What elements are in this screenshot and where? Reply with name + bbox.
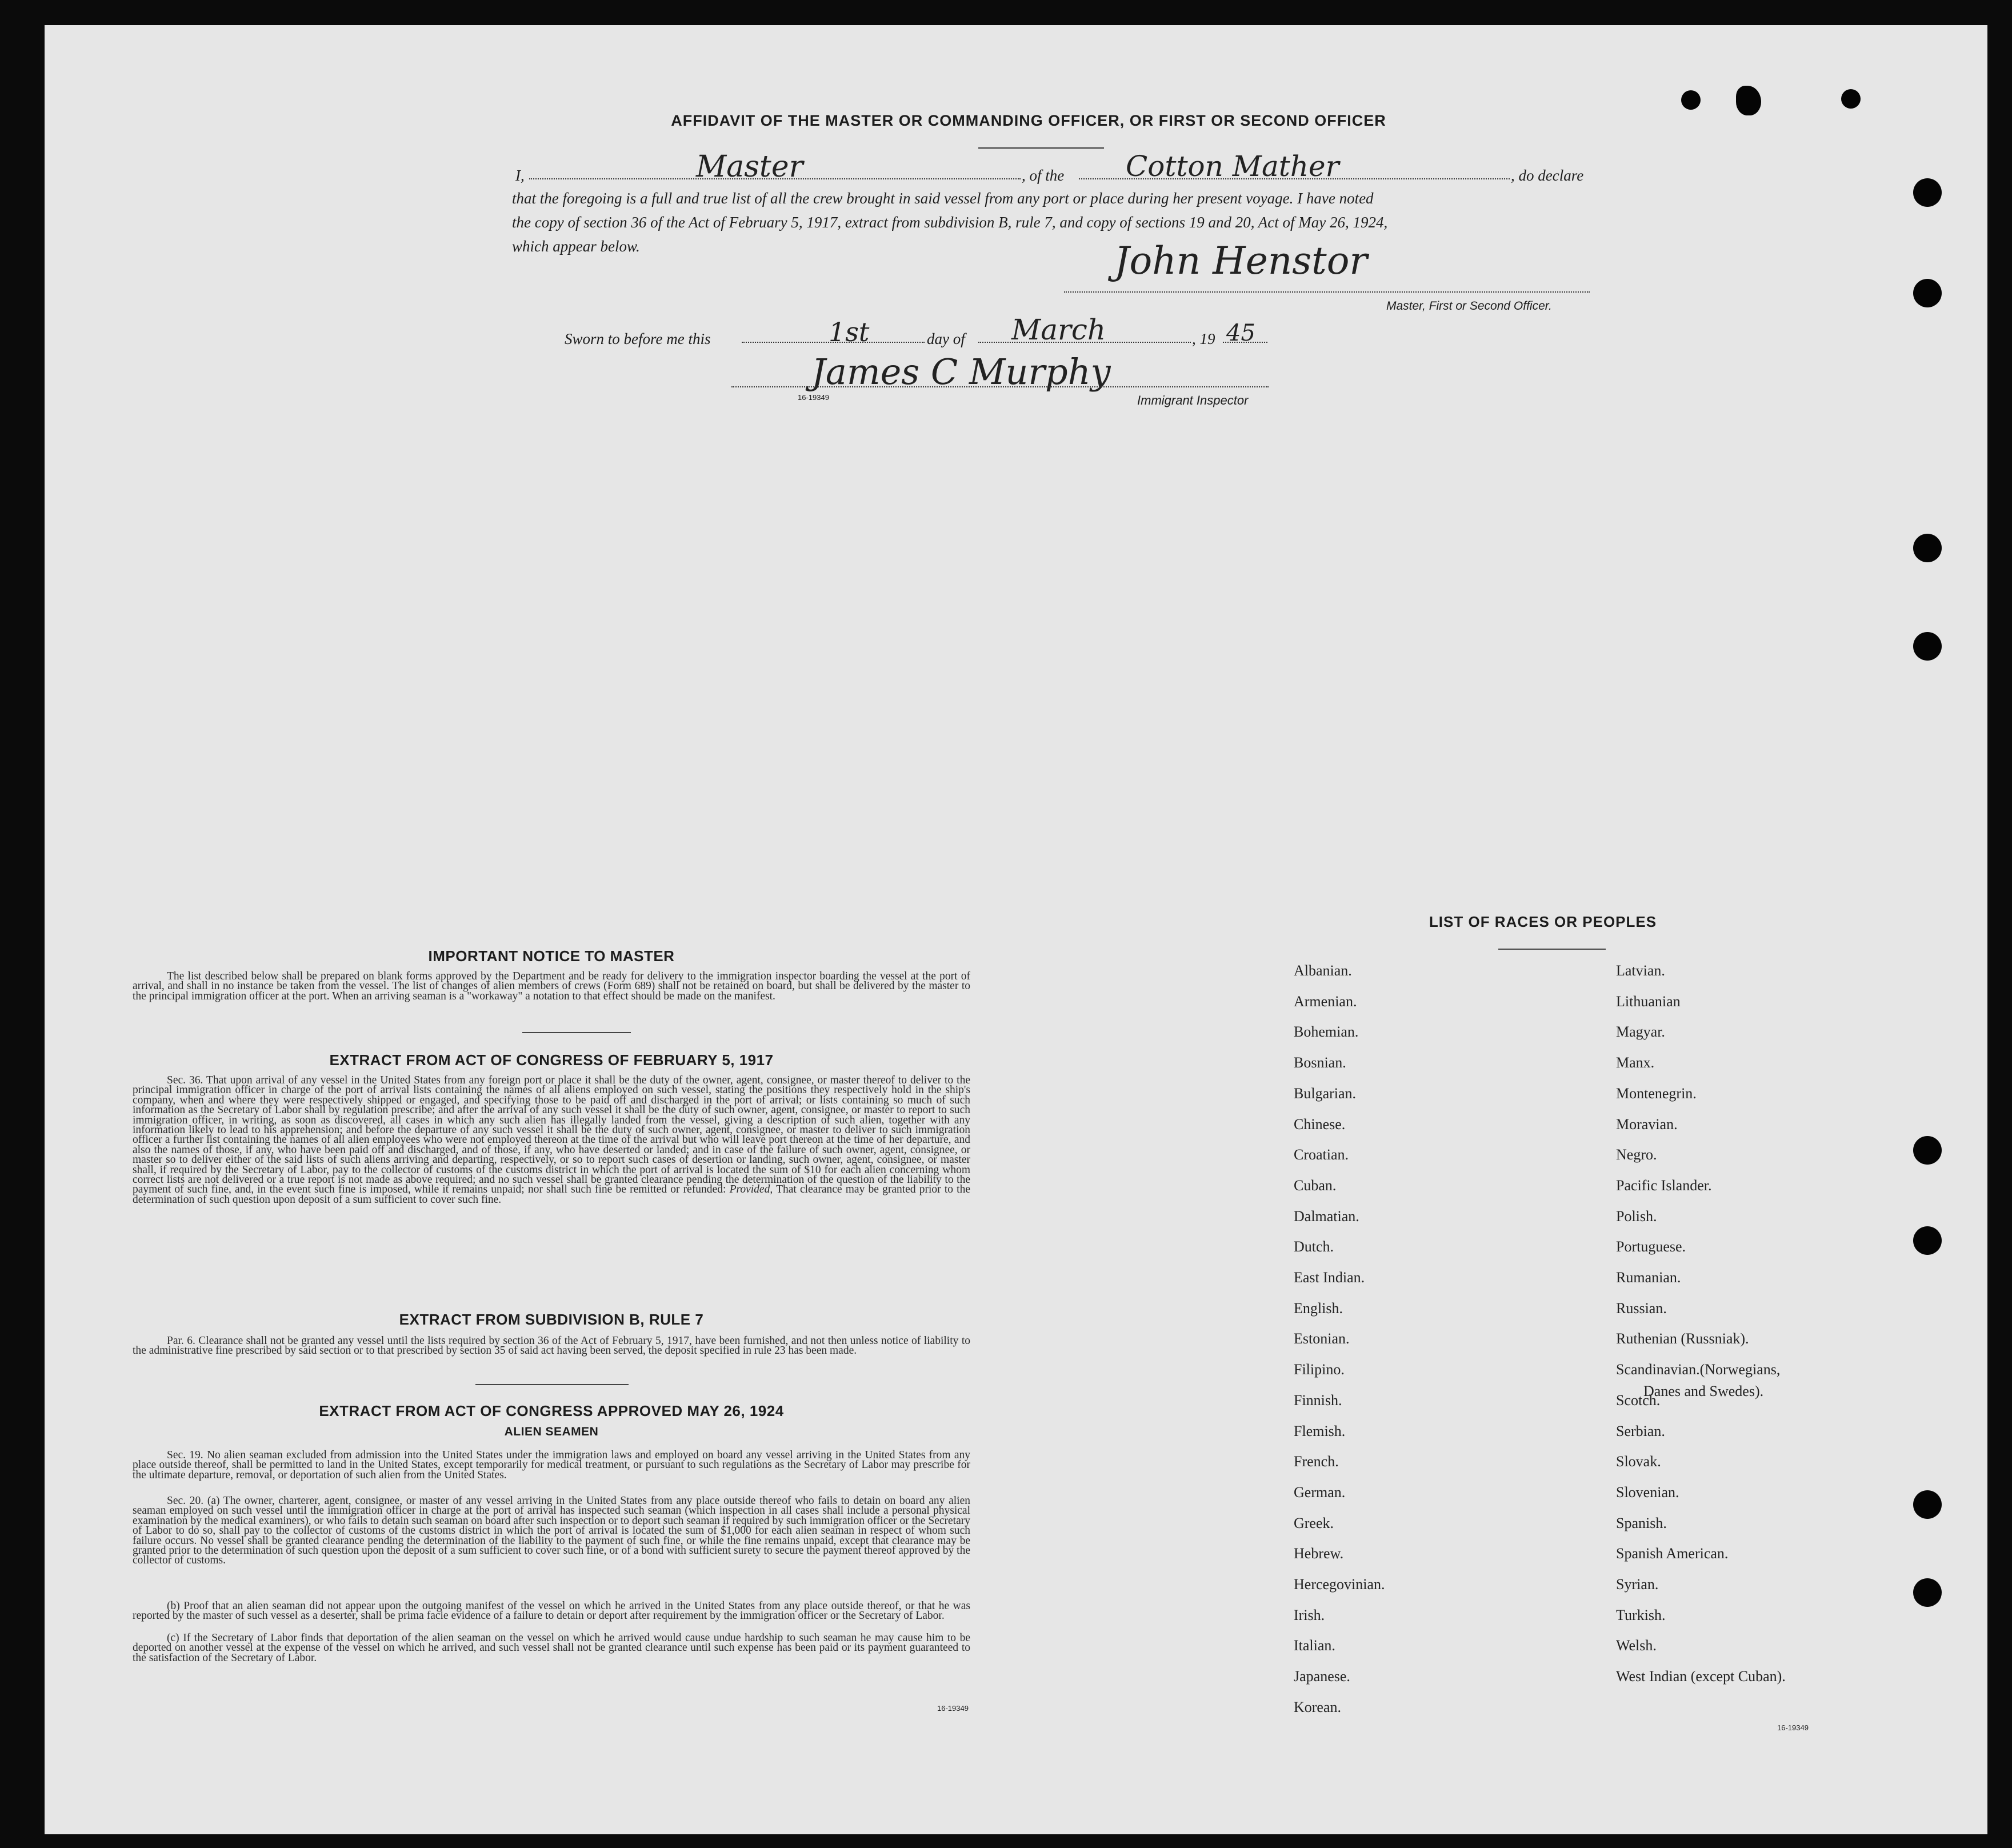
act-1917-title: EXTRACT FROM ACT OF CONGRESS OF FEBRUARY 5, 1917 [329, 1051, 774, 1069]
race-item: Irish. [1294, 1607, 1325, 1623]
separator [475, 1384, 629, 1385]
race-item: Polish. [1616, 1208, 1657, 1225]
affidavit-body-line-1: that the foregoing is a full and true list of all the crew brought in said vessel from any port or place during her present voyage. I have noted [512, 190, 1374, 207]
affidavit-body-line-3: which appear below. [512, 238, 640, 255]
race-item: Portuguese. [1616, 1238, 1686, 1255]
master-signature: John Henstor [1114, 239, 1367, 283]
race-item: Slovak. [1616, 1453, 1661, 1470]
race-item: Greek. [1294, 1515, 1334, 1531]
race-item: Croatian. [1294, 1146, 1349, 1163]
race-item: Moravian. [1616, 1116, 1678, 1133]
handwritten-day: 1st [829, 317, 870, 347]
notice-text: The list described below shall be prepared on blank forms approved by the Department and be ready for delivery to the immigration inspector boarding the vessel at the port of arrival, and shall in no instance be taken from the vessel. The list of changes of alien members of crews (Form 689) shall not be retained on board, but shall be delivered by the master to the principal immigration officer at the port. When an arriving seaman is a "workaway" a notation to that effect should be made on the manifest. [133, 970, 970, 1002]
year-blank [1223, 342, 1267, 343]
of-the-label: , of the [1022, 167, 1065, 184]
handwritten-month: March [1011, 313, 1106, 346]
race-item: Korean. [1294, 1699, 1342, 1715]
race-item: Hercegovinian. [1294, 1576, 1385, 1593]
race-item: Rumanian. [1616, 1269, 1681, 1286]
race-item: Lithuanian [1616, 993, 1681, 1010]
i-label: I, [515, 167, 525, 184]
day-of-label: day of [927, 330, 965, 347]
races-title: LIST OF RACES OR PEOPLES [1429, 913, 1657, 930]
handwritten-year: 45 [1226, 320, 1255, 346]
race-item: English. [1294, 1300, 1343, 1317]
race-item: Italian. [1294, 1637, 1335, 1654]
race-item: Russian. [1616, 1300, 1667, 1317]
inspector-line [731, 386, 1269, 387]
signature-line [1064, 291, 1590, 293]
act-1917-text [133, 1075, 970, 1205]
punch-hole [1913, 1490, 1942, 1519]
affidavit-form-number: 16-19349 [798, 393, 829, 402]
race-item: Flemish. [1294, 1423, 1346, 1439]
race-item: Spanish. [1616, 1515, 1667, 1531]
race-item: Finnish. [1294, 1392, 1342, 1409]
do-declare-label: , do declare [1511, 167, 1584, 184]
race-item: Bosnian. [1294, 1054, 1346, 1071]
race-item: Dutch. [1294, 1238, 1334, 1255]
race-item: West Indian (except Cuban). [1616, 1668, 1786, 1685]
race-item: Albanian. [1294, 962, 1352, 979]
race-item: Hebrew. [1294, 1545, 1344, 1562]
legal-form-number: 16-19349 [937, 1704, 969, 1713]
race-item: Serbian. [1616, 1423, 1665, 1439]
race-item: German. [1294, 1484, 1346, 1501]
punch-hole [1913, 178, 1942, 207]
race-item: Chinese. [1294, 1116, 1346, 1133]
race-item: Turkish. [1616, 1607, 1666, 1623]
rule-7-title: EXTRACT FROM SUBDIVISION B, RULE 7 [399, 1311, 704, 1328]
race-item: Ruthenian (Russniak). [1616, 1330, 1749, 1347]
sec-20c-text: (c) If the Secretary of Labor finds that deportation of the alien seaman on the vessel on which he arrived would cause undue hardship to such seaman he may cause him to be deported on another vessel at the expense of the vessel on which he arrived, and such vessel shall not be granted clearance until such expense has been paid or its payment guaranteed to the satisfaction of the Secretary of Labor. [133, 1632, 970, 1664]
act-1924-title: EXTRACT FROM ACT OF CONGRESS APPROVED MAY 26, 1924 [319, 1402, 784, 1419]
race-item: East Indian. [1294, 1269, 1365, 1286]
sec-20b-text: (b) Proof that an alien seaman did not appear upon the outgoing manifest of the vessel on which he arrived in the United States from any place outside thereof, or that he was reported by the master of such vessel as a deserter, shall be prima facie evidence of a failure to detain or deport after requirement by the immigration officer or the Secretary of Labor. [133, 1600, 970, 1622]
punch-hole [1913, 1578, 1942, 1607]
race-item: Syrian. [1616, 1576, 1659, 1593]
race-item: Cuban. [1294, 1177, 1337, 1194]
race-item: Bohemian. [1294, 1023, 1359, 1040]
title-underline [978, 147, 1104, 149]
act-1917-body: Sec. 36. That upon arrival of any vessel in the United States from any foreign port or place it shall be the duty of the owner, agent, consignee, or master thereof to deliver to the principal immigration officer in charge of the port of arrival lists containing the names of all aliens employed on such vessel, stating the positions they respectively hold in the ship's company, when and where they were respectively shipped or engaged, and specifying those to be paid off and discharged in the port of arrival; or lists containing so much of such information as the Secretary of Labor shall by regulation prescribe; and after the arrival of any such vessel it shall be the duty of such owner, agent, consignee, or master to report to such immigration officer, in writing, as soon as discovered, all cases in which any such alien has illegally landed from the vessel, giving a description of such alien, together with any information likely to lead to his apprehension; and before the departure of any such vessel it shall be the duty of such owner, agent, consignee, or master to deliver to such immigration officer a further list containing the names of all alien employees who were not employed thereon at the time of the arrival but who will leave port thereon at the time of her departure, and also the names of those, if any, who have been paid off and discharged, and of those, if any, who have deserted or landed; and in case of the failure of such owner, agent, consignee, or master so to deliver either of the said lists of such aliens arriving and departing, respectively, or so to report such cases of desertion or landing, such owner, agent, consignee, or master shall, if required by the Secretary of Labor, pay to the collector of customs of the customs district in which the port of arrival is located the sum of $10 for each alien concerning whom correct lists are not delivered or a true report is not made as above required; and no such vessel shall be granted clearance pending the determination of the question of the liability to the payment of such fine, and, in the event such fine is imposed, while it remains unpaid; nor shall such fine be remitted or refunded: [133, 1074, 970, 1196]
race-item: Spanish American. [1616, 1545, 1729, 1562]
race-item: Scotch. [1616, 1392, 1661, 1409]
race-item: Montenegrin. [1616, 1085, 1697, 1102]
race-scandinavian-continued: Danes and Swedes). [1643, 1383, 1764, 1399]
handwritten-vessel: Cotton Mather [1126, 150, 1339, 183]
sworn-label: Sworn to before me this [565, 330, 711, 347]
race-item: Scandinavian.(Norwegians, [1616, 1361, 1781, 1378]
race-item: Manx. [1616, 1054, 1655, 1071]
punch-hole [1913, 1136, 1942, 1165]
rule-7-text: Par. 6. Clearance shall not be granted any vessel until the lists required by section 36 of the Act of February 5, 1917, have been furnished, and not then unless notice of liability to the administrative fine prescribed by said section or to that prescribed by section 35 of said act having been served, the deposit specified in rule 23 has been made. [133, 1335, 970, 1357]
separator [1498, 949, 1606, 950]
act-1917-body-end: That clearance may be granted prior to the determination of such question upon deposit of a sum sufficient to cover such fine. [133, 1183, 971, 1206]
race-item: Japanese. [1294, 1668, 1350, 1685]
handwritten-master: Master [696, 150, 803, 184]
race-item: Latvian. [1616, 962, 1665, 979]
provided-label: Provided, [729, 1183, 773, 1196]
race-item: Negro. [1616, 1146, 1657, 1163]
notice-title: IMPORTANT NOTICE TO MASTER [428, 947, 675, 965]
race-item: Bulgarian. [1294, 1085, 1357, 1102]
inspector-signature: James C Murphy [811, 351, 1111, 393]
punch-hole [1841, 89, 1861, 109]
races-form-number: 16-19349 [1777, 1723, 1809, 1732]
affidavit-body-line-2: the copy of section 36 of the Act of February 5, 1917, extract from subdivision B, rule 7, and copy of sections 19 and 20, Act of May 26, 1924, [512, 214, 1388, 231]
race-item: Armenian. [1294, 993, 1357, 1010]
act-1924-subtitle: ALIEN SEAMEN [504, 1425, 599, 1438]
punch-hole [1913, 632, 1942, 661]
signature-caption: Master, First or Second Officer. [1386, 299, 1552, 313]
affidavit-title: AFFIDAVIT OF THE MASTER OR COMMANDING OFFICER, OR FIRST OR SECOND OFFICER [671, 112, 1386, 129]
race-item: Dalmatian. [1294, 1208, 1359, 1225]
separator [522, 1032, 631, 1033]
race-item: Filipino. [1294, 1361, 1345, 1378]
race-item: Pacific Islander. [1616, 1177, 1712, 1194]
race-item: Slovenian. [1616, 1484, 1679, 1501]
race-item: Welsh. [1616, 1637, 1657, 1654]
year-prefix: , 19 [1192, 330, 1215, 347]
sec-20a-text: Sec. 20. (a) The owner, charterer, agent, consignee, or master of any vessel arriving in the United States from any place outside thereof who fails to detain on board any alien seaman employed on such vessel until the immigration officer in charge at the port of arrival has inspected such seaman (which inspection in all cases shall include a personal physical examination by the medical examiners), or who fails to detain such seaman on board after such inspection or to deport such seaman if required by such immigration officer or the Secretary of Labor to do so, shall pay to the collector of customs of the customs district in which the port of arrival is located the sum of $1,000 for each alien seaman in respect of whom such failure occurs. No vessel shall be granted clearance pending the determination of the liability to the payment of such fine, or while the fine remains unpaid, except that clearance may be granted prior to the determination of such question upon the deposit of a sum sufficient to cover such fine, or of a bond with sufficient surety to secure the payment thereof approved by the collector of customs. [133, 1495, 970, 1567]
race-item: Estonian. [1294, 1330, 1350, 1347]
race-item: French. [1294, 1453, 1339, 1470]
inspector-caption: Immigrant Inspector [1137, 393, 1249, 407]
race-item: Magyar. [1616, 1023, 1665, 1040]
punch-hole [1913, 534, 1942, 562]
punch-hole [1681, 90, 1701, 110]
punch-hole [1913, 1226, 1942, 1255]
sec-19-text: Sec. 19. No alien seaman excluded from admission into the United States under the immigration laws and employed on board any vessel arriving in the United States from any place outside thereof, shall be permitted to land in the United States, except temporarily for medical treatment, or pursuant to such regulations as the Secretary of Labor may prescribe for the ultimate departure, removal, or deportation of such alien from the United States. [133, 1449, 970, 1481]
punch-hole [1913, 279, 1942, 307]
